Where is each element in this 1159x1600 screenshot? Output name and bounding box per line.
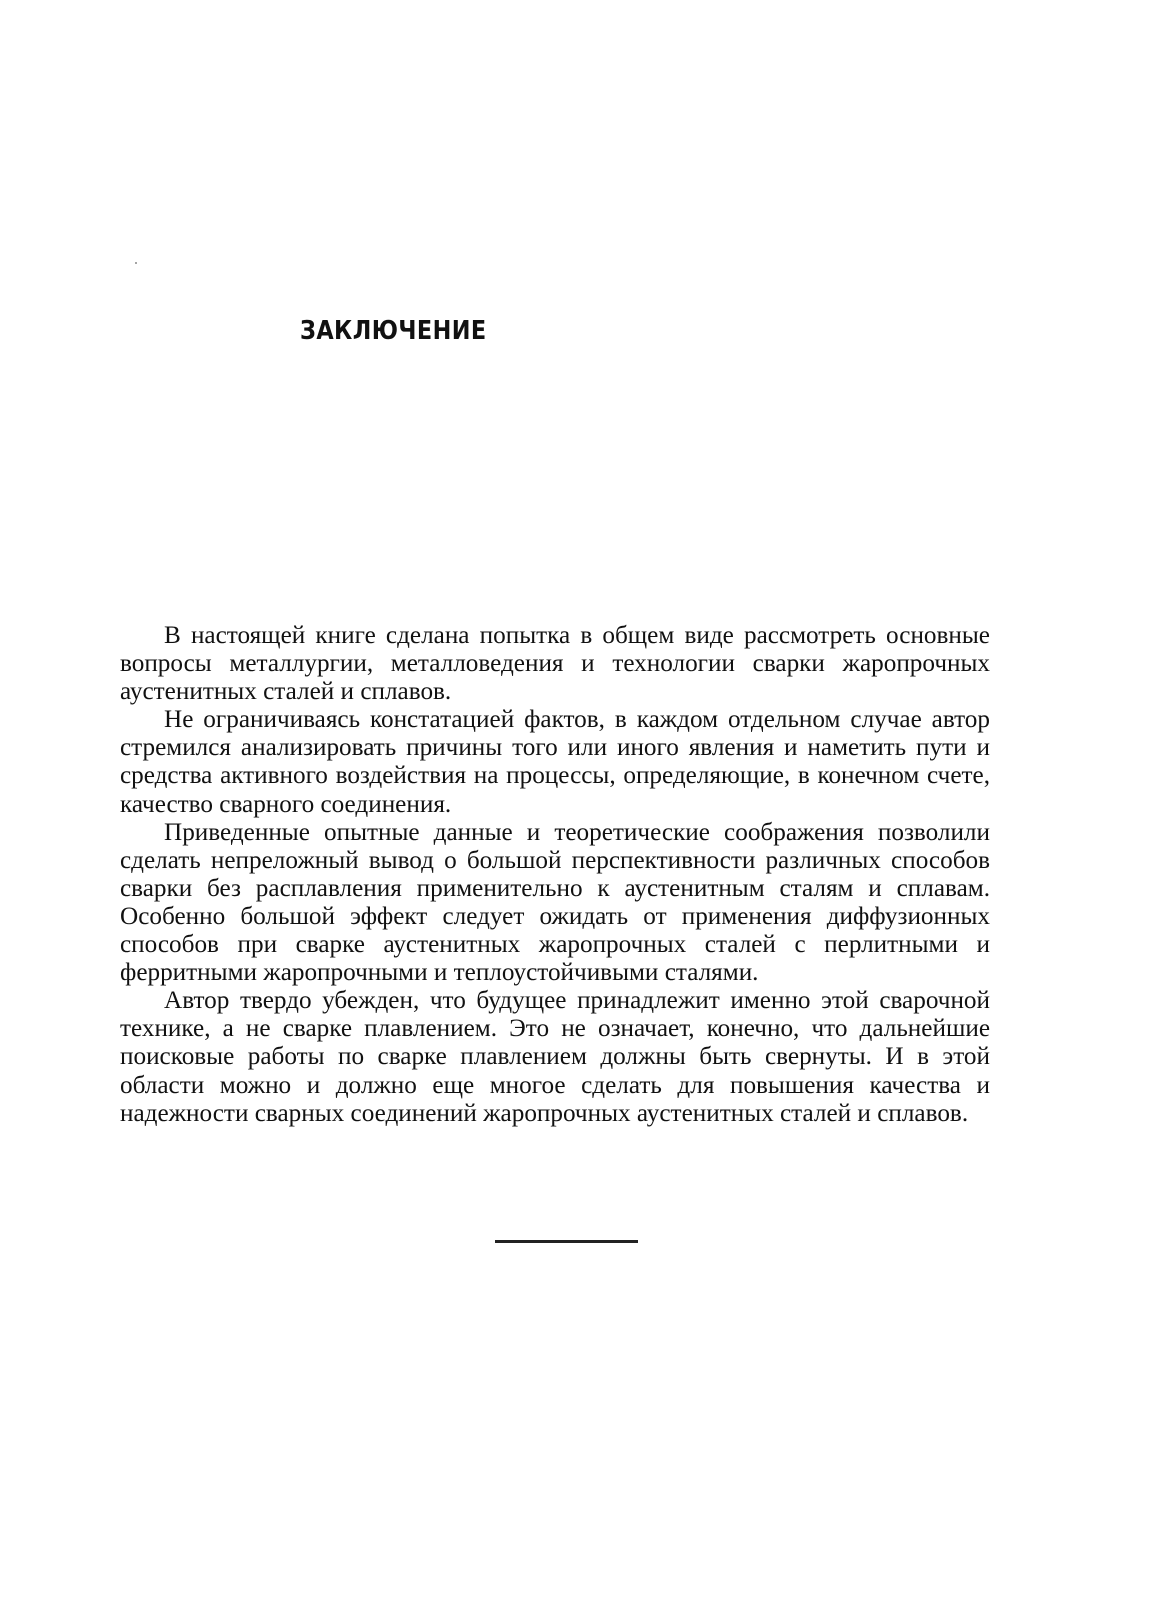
page-title: ЗАКЛЮЧЕНИЕ: [300, 316, 487, 346]
end-divider: [495, 1240, 638, 1243]
paragraph-3: Приведенные опытные данные и теоретические соображения позволили сделать непреложный вывод о большой перспективности различных способов сварки без расплавления применительно к аустенитным сталям и сплавам. Особенно большой эффект следует ожидать от применения диффузионных способов при сварке аустенитных жаропрочных сталей с перлитными и ферритными жаропрочными и теплоустойчивыми сталями.: [120, 818, 990, 987]
paragraph-4: Автор твердо убежден, что будущее принадлежит именно этой сварочной технике, а не сварке плавлением. Это не означает, конечно, что дальнейшие поисковые работы по сварке плавлением должны быть свернуты. И в этой области можно и должно еще многое сделать для повышения качества и надежности сварных соединений жаропрочных аустенитных сталей и сплавов.: [120, 987, 990, 1127]
paragraph-2: Не ограничиваясь констатацией фактов, в каждом отдельном случае автор стремился анализировать причины того или иного явления и наметить пути и средства активного воздействия на процессы, определяющие, в конечном счете, качество сварного соединения.: [120, 706, 990, 818]
scan-speck: [135, 262, 137, 264]
conclusion-body: [120, 622, 990, 1128]
paragraph-1: В настоящей книге сделана попытка в общем виде рассмотреть основные вопросы металлургии, металловедения и технологии сварки жаропрочных аустенитных сталей и сплавов.: [120, 622, 990, 706]
